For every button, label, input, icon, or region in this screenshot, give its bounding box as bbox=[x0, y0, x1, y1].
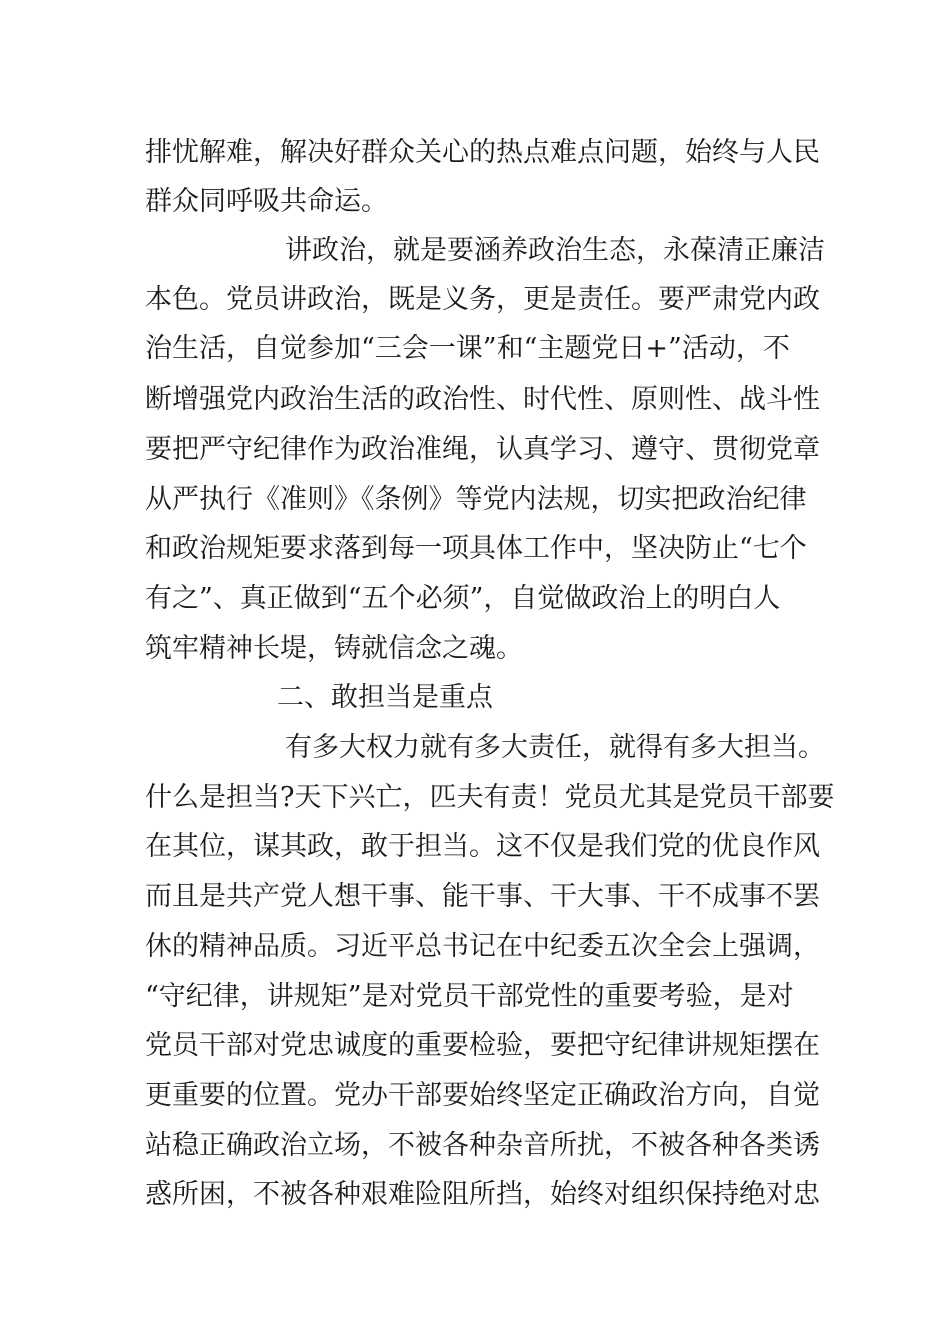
text-line: 惑所困，不被各种艰难险阻所挡，始终对组织保持绝对忠 bbox=[145, 1179, 820, 1210]
paragraph-first-line: 讲政治，就是要涵养政治生态，永葆清正廉洁 bbox=[285, 235, 825, 266]
text-line: 站稳正确政治立场，不被各种杂音所扰，不被各种各类诱 bbox=[145, 1130, 820, 1161]
text-line: 从严执行《准则》《条例》等党内法规，切实把政治纪律 bbox=[145, 484, 807, 515]
section-heading: 二、敢担当是重点 bbox=[277, 682, 493, 713]
text-line: 断增强党内政治生活的政治性、时代性、原则性、战斗性 bbox=[145, 384, 820, 415]
text-line: 更重要的位置。党办干部要始终坚定正确政治方向，自觉 bbox=[145, 1080, 820, 1111]
text-line: 群众同呼吸共命运。 bbox=[145, 186, 388, 217]
text-line: 本色。党员讲政治，既是义务，更是责任。要严肃党内政 bbox=[145, 284, 820, 315]
text-line: 和政治规矩要求落到每一项具体工作中，坚决防止“七个 bbox=[145, 533, 807, 564]
text-line: 什么是担当?天下兴亡，匹夫有责！党员尤其是党员干部要 bbox=[145, 782, 835, 813]
text-line: 要把严守纪律作为政治准绳，认真学习、遵守、贯彻党章 bbox=[145, 434, 820, 465]
text-line: 筑牢精神长堤，铸就信念之魂。 bbox=[145, 633, 523, 664]
text-line: 治生活，自觉参加“三会一课”和“主题党日+”活动，不 bbox=[145, 333, 790, 364]
paragraph-first-line: 有多大权力就有多大责任，就得有多大担当。 bbox=[285, 732, 825, 763]
text-line: “守纪律，讲规矩”是对党员干部党性的重要考验，是对 bbox=[145, 981, 794, 1012]
text-line: 而且是共产党人想干事、能干事、干大事、干不成事不罢 bbox=[145, 881, 820, 912]
text-line: 党员干部对党忠诚度的重要检验，要把守纪律讲规矩摆在 bbox=[145, 1030, 820, 1061]
text-line: 排忧解难，解决好群众关心的热点难点问题，始终与人民 bbox=[145, 137, 820, 168]
text-line: 休的精神品质。习近平总书记在中纪委五次全会上强调， bbox=[145, 931, 820, 962]
text-line: 在其位，谋其政，敢于担当。这不仅是我们党的优良作风 bbox=[145, 831, 820, 862]
text-line: 有之”、真正做到“五个必须”，自觉做政治上的明白人 bbox=[145, 583, 781, 614]
